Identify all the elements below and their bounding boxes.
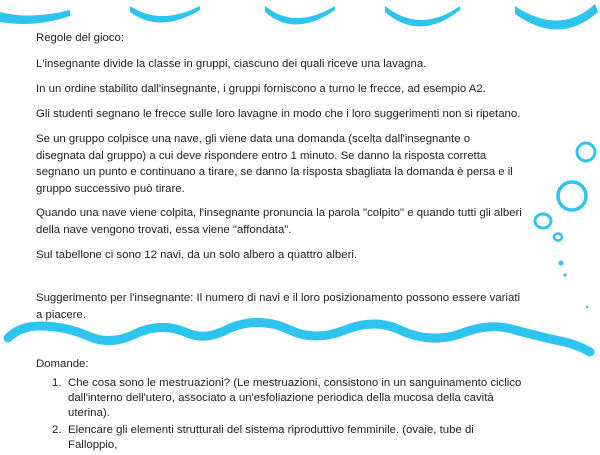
list-item: [36, 423, 526, 453]
bottom-wave: [8, 322, 590, 352]
paragraph: Se un gruppo colpisce una nave, gli viene data una domanda (scelta dall'insegnante o disegnata dal gruppo) a cui deve rispondere entro 1 minuto. Se danno la risposta corretta segnano un punto e continuano a tirare, se danno la risposta sbagliata la domanda è persa e il gruppo successivo può tirare.: [36, 133, 513, 195]
dot: [559, 261, 564, 266]
bubble: [577, 143, 595, 161]
top-wave-blob: [515, 4, 598, 30]
paragraph: In un ordine stabilito dall'insegnante, i gruppi forniscono a turno le frecce, ad esempio A2.: [36, 83, 486, 95]
questions-list: [36, 376, 526, 455]
paragraph: Sul tabellone ci sono 12 navi, da un solo albero a quattro alberi.: [36, 249, 358, 261]
top-wave-blob: [265, 6, 335, 25]
top-wave-blob: [385, 6, 460, 27]
questions-heading: Domande:: [36, 358, 89, 370]
top-wave-blob: [130, 6, 200, 23]
top-wave-blob: [0, 10, 70, 24]
bubble: [558, 182, 586, 210]
bubble: [535, 214, 551, 228]
question-text: Che cosa sono le mestruazioni? (Le mestruazioni, consistono in un sanguinamento ciclico dall'interno dell'utero, associato a un'esfoliazione periodica della mucosa della cavità uterina).: [68, 377, 522, 419]
bubble: [554, 234, 562, 241]
rules-heading: Regole del gioco:: [36, 32, 125, 44]
list-item: [36, 376, 526, 421]
dot: [563, 273, 566, 276]
paragraph: Quando una nave viene colpita, l'insegnante pronuncia la parola "colpito" e quando tutti gli alberi della nave vengono trovati, essa viene "affondata".: [36, 207, 522, 236]
paragraph: L'insegnante divide la classe in gruppi, ciascuno dei quali riceve una lavagna.: [36, 58, 427, 70]
list-number: 2.: [52, 424, 62, 436]
dot: [586, 306, 589, 309]
question-text: Elencare gli elementi strutturali del sistema riproduttivo femminile. (ovaie, tube di Falloppio,: [68, 424, 474, 451]
teacher-suggestion: Suggerimento per l'insegnante: Il numero di navi e il loro posizionamento possono essere variati a piacere.: [36, 292, 521, 321]
list-number: 1.: [52, 377, 62, 389]
paragraph: Gli studenti segnano le frecce sulle loro lavagne in modo che i loro suggerimenti non si ripetano.: [36, 108, 521, 120]
